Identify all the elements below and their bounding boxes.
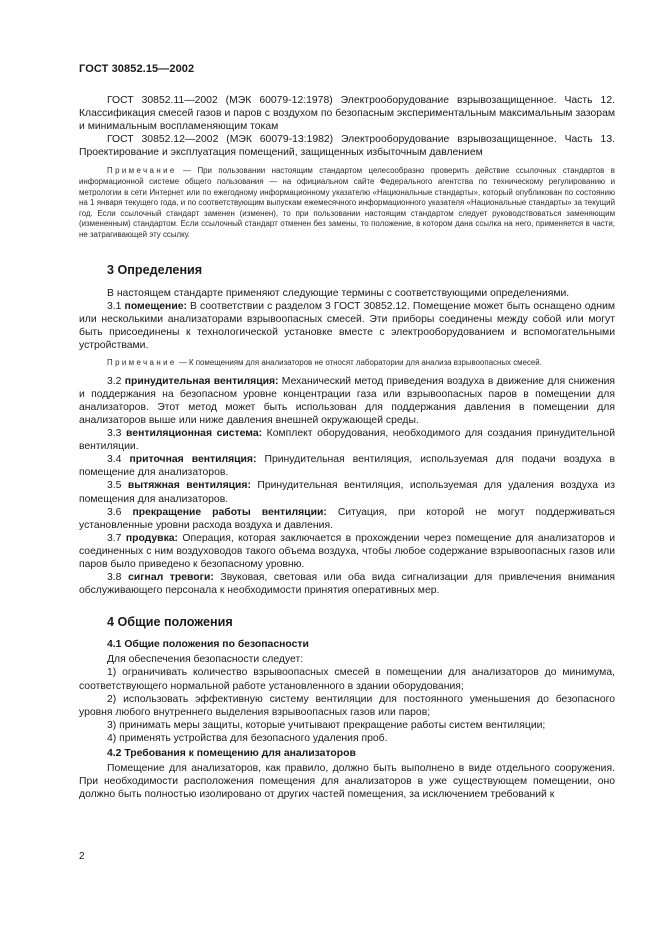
definition-text: Принудительная вентиляция, используемая для удаления воздуха из помещения для анализаторов.: [79, 480, 615, 505]
note-label: Примечание: [107, 166, 177, 176]
page-content: [79, 63, 615, 801]
definition-3-6: [79, 506, 615, 532]
subsection-4-1-title: 4.1 Общие положения по безопасности: [107, 639, 309, 651]
safety-item: 2) использовать эффективную систему вентиляции для постоянного уменьшения до безопасного уровня любого внутреннего выделения взрывоопасных газов или паров;: [79, 693, 615, 718]
definition-term: прекращение работы вентиляции:: [132, 506, 327, 518]
reference-30852-11: ГОСТ 30852.11—2002 (МЭК 60079-12:1978) Электрооборудование взрывозащищенное. Часть 12. Классификация смесей газов и паров с воздухом по безопасным экспериментальным максимальным зазорам и минимальным воспламеняющим токам: [79, 95, 615, 133]
safety-item: 3) принимать меры защиты, которые учитывают прекращение работы систем вентиляции;: [107, 719, 546, 731]
definitions-list: [79, 375, 615, 598]
definition-3-1: [79, 300, 615, 352]
safety-intro: Для обеспечения безопасности следует:: [107, 654, 304, 666]
section-3-title: 3 Определения: [107, 262, 203, 277]
definition-number: 3.6: [107, 506, 122, 518]
definition-text: Операция, которая заключается в прохождении через помещение для анализаторов и соединенных с ним воздуховодов такого объема воздуха, чтобы любое содержание взрывоопасных газов или паров было приведено к безопасному уровню.: [79, 532, 616, 570]
definition-3-3: [79, 427, 615, 453]
definition-term: сигнал тревоги:: [128, 572, 214, 584]
definition-term: принудительная вентиляция:: [124, 375, 279, 387]
safety-item: 4) применять устройства для безопасного удаления проб.: [107, 732, 388, 744]
definition-number: 3.8: [107, 572, 122, 584]
definition-text: Механический метод приведения воздуха в движение для снижения и поддержания на безопасном уровне концентрации газа или взрывоопасных паров в помещении для анализаторов. Этот метод может быть использован для поддержания давления в помещении для анализаторов выше или ниже давления внешней окружающей среды.: [79, 375, 616, 426]
definition-3-4: [79, 453, 615, 479]
definition-text: В соответствии с разделом 3 ГОСТ 30852.12. Помещение может быть оснащено одним или несколькими анализаторами взрывоопасных смесей. Эти приборы соединены между собой или могут быть присоединены к технологической установке вместе с электрооборудованием и вспомогательными устройствами.: [79, 300, 616, 351]
definition-number: 3.5: [107, 480, 122, 492]
note-label: Примечание: [107, 358, 177, 368]
definition-text: Комплект оборудования, необходимого для создания принудительной вентиляции.: [79, 428, 616, 453]
reference-30852-12: ГОСТ 30852.12—2002 (МЭК 60079-13:1982) Электрооборудование взрывозащищенное. Часть 13. Проектирование и эксплуатация помещений, защищенных избыточным давлением: [79, 134, 615, 159]
document-header: ГОСТ 30852.15—2002: [79, 63, 195, 75]
section-4-title: 4 Общие положения: [107, 615, 233, 630]
subsection-4-2-title: 4.2 Требования к помещению для анализаторов: [107, 748, 356, 760]
definition-3-2: [79, 375, 615, 427]
definition-3-5: [79, 479, 615, 505]
note-text: — При пользовании настоящим стандартом целесообразно проверить действие ссылочных стандартов в информационной системе общего пользования — на официальном сайте Федерального агентства по техническому регулированию и метрологии в сети Интернет или по ежегодному информационному указателю «Национальные стандарты», который опубликован по состоянию на 1 января текущего года, и по соответствующим выпускам ежемесячного информационного указателя «Национальные стандарты» за текущий год. Если ссылочный стандарт заменен (изменен), то при пользовании настоящим стандартом следует руководствоваться заменяющим (измененным) стандартом. Если ссылочный стандарт отменен без замены, то положение, в котором дана ссылка на него, применяется в части, не затрагивающей эту ссылку.: [79, 166, 616, 240]
note-definitions: [79, 358, 615, 369]
definition-text: Звуковая, световая или оба вида сигнализации для привлечения внимания обслуживающего персонала к необходимости принятия оперативных мер.: [79, 572, 616, 597]
safety-item: 1) ограничивать количество взрывоопасных смесей в помещении для анализаторов до минимума, соответствующего нормальной работе установленного в здании оборудования;: [79, 667, 615, 692]
definition-term: приточная вентиляция:: [129, 454, 257, 466]
definition-term: вентиляционная система:: [126, 428, 263, 440]
definition-number: 3.2: [107, 375, 122, 387]
definition-number: 3.1: [107, 300, 122, 312]
note-text: — К помещениям для анализаторов не относят лаборатории для анализа взрывоопасных смесей.: [178, 358, 542, 368]
definition-3-8: [79, 571, 615, 597]
definition-term: продувка:: [125, 532, 179, 544]
page-number: 2: [79, 851, 85, 862]
definition-number: 3.3: [107, 428, 122, 440]
section-3-intro: В настоящем стандарте применяют следующие термины с соответствующими определениями.: [107, 287, 570, 299]
paragraph-4-2: Помещение для анализаторов, как правило, должно быть выполнено в виде отдельного сооружения. При необходимости расположения помещения для анализаторов в уже существующем помещении, оно должно быть полностью изолировано от других частей помещения, за исключением требований к: [79, 763, 615, 801]
definition-3-7: [79, 532, 615, 571]
definition-term: вытяжная вентиляция:: [127, 480, 251, 492]
definition-term: помещение:: [124, 300, 187, 312]
note-references: [79, 166, 615, 240]
definition-number: 3.4: [107, 454, 122, 466]
definition-text: Принудительная вентиляция, используемая для подачи воздуха в помещение для анализаторов.: [79, 454, 616, 479]
definition-number: 3.7: [107, 532, 122, 544]
definition-text: Ситуация, при которой не могут поддерживаться установленные уровни расхода воздуха и давления.: [79, 506, 616, 531]
